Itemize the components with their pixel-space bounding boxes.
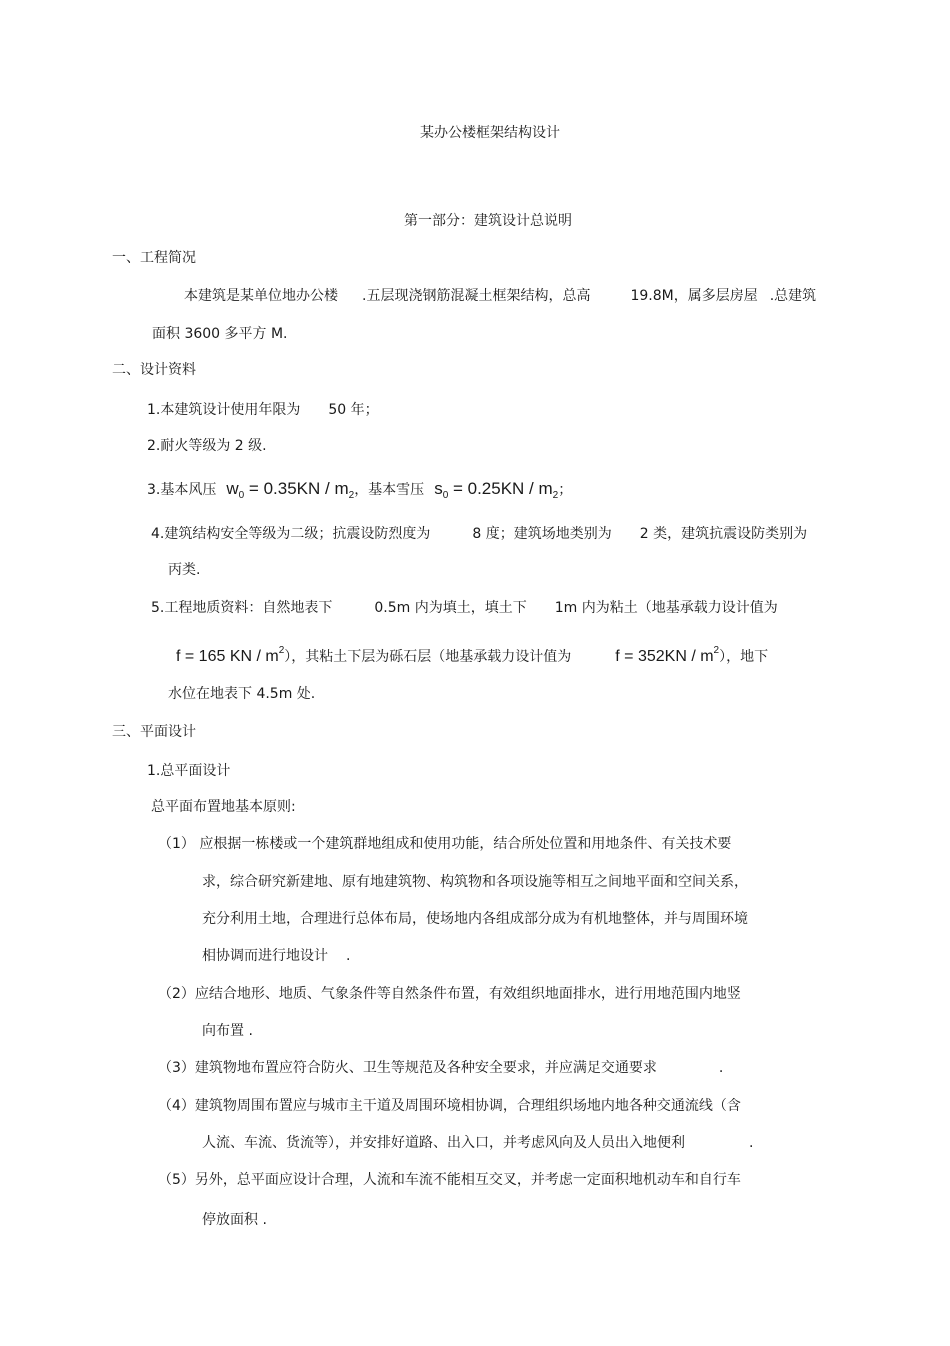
s2-item-3-end: ； xyxy=(558,482,573,498)
s1-line-2: 面积 3600 多平方 M. xyxy=(152,326,288,342)
document-title: 某办公楼框架结构设计 xyxy=(420,125,560,141)
s2-item-5-a: 5.工程地质资料：自然地表下 xyxy=(151,600,333,616)
principle-3-text: （3）建筑物地布置应符合防火、卫生等规范及各种安全要求，并应满足交通要求 xyxy=(158,1060,657,1076)
principle-1-line-1: （1） 应根据一栋楼或一个建筑群地组成和使用功能，结合所处位置和用地条件、有关技术要 xyxy=(158,836,732,852)
part-heading: 第一部分：建筑设计总说明 xyxy=(404,213,572,229)
snow-pressure-formula: $s_0 = 0.25KN / m_2$ xyxy=(434,479,559,501)
principle-1-line-2: 求，综合研究新建地、原有地建筑物、构筑物和各项设施等相互之间地平面和空间关系， xyxy=(202,874,748,890)
s1-text-a: 本建筑是某单位地办公楼 xyxy=(184,288,338,304)
principle-1-line-4-text: 相协调而进行地设计 xyxy=(202,948,328,964)
s2-item-5 xyxy=(151,599,778,617)
s2-item-5-line-3: 水位在地表下 4.5m 处. xyxy=(168,686,316,702)
s1-line-1 xyxy=(184,287,816,305)
section-3-heading: 三、平面设计 xyxy=(112,724,196,740)
section-1-heading: 一、工程简况 xyxy=(112,250,196,266)
s2-item-4-cont: 丙类. xyxy=(168,562,201,578)
clay-bearing-formula: f = 165 KN / $m^2$ xyxy=(176,645,285,665)
section-2-heading: 二、设计资料 xyxy=(112,362,196,378)
principle-5-line-2: 停放面积 . xyxy=(202,1212,267,1228)
principle-4-line-2-text: 人流、车流、货流等），并安排好道路、出入口，并考虑风向及人员出入地便利 xyxy=(202,1135,685,1151)
s2-item-4-b: 8 度；建筑场地类别为 xyxy=(472,526,612,542)
s2-item-5-line-2 xyxy=(176,642,768,666)
principle-3-dot: . xyxy=(718,1060,724,1076)
s2-item-1-text: 1.本建筑设计使用年限为 xyxy=(147,402,301,418)
s2-item-1-value: 50 年； xyxy=(328,402,379,418)
principle-2-line-2: 向布置 . xyxy=(202,1023,253,1039)
wind-pressure-formula: $w_0 = 0.35KN / m_2$ xyxy=(226,479,355,501)
s2-item-3-label: 3.基本风压 xyxy=(147,482,217,498)
principle-1-line-4-dot: . xyxy=(346,948,351,964)
principle-4-line-2 xyxy=(202,1134,753,1152)
principle-1-line-3: 充分利用土地，合理进行总体布局，使场地内各组成部分成为有机地整体，并与周围环境 xyxy=(202,911,748,927)
s2-item-4 xyxy=(151,525,807,543)
s2-item-4-a: 4.建筑结构安全等级为二级；抗震设防烈度为 xyxy=(151,526,431,542)
principle-4-line-2-dot: . xyxy=(749,1135,754,1151)
s2-item-5-b: 0.5m 内为填土，填土下 xyxy=(374,600,527,616)
gravel-bearing-formula: $f = 352KN / m^2$ xyxy=(615,645,720,665)
s2-item-5-c: 1m 内为粘土（地基承载力设计值为 xyxy=(554,600,778,616)
s1-text-c: 19.8M，属多层房屋 xyxy=(630,288,758,304)
principle-1-line-4 xyxy=(202,947,350,965)
s2-item-1 xyxy=(147,401,379,419)
s2-item-3 xyxy=(147,480,572,505)
s3-subheading: 1.总平面设计 xyxy=(147,763,231,779)
s2-item-2: 2.耐火等级为 2 级. xyxy=(147,438,267,454)
s1-text-d: .总建筑 xyxy=(769,288,817,304)
principle-5-line-1: （5）另外，总平面应设计合理，人流和车流不能相互交叉，并考虑一定面积地机动车和自行车 xyxy=(158,1172,741,1188)
s1-text-b: .五层现浇钢筋混凝土框架结构，总高 xyxy=(362,288,591,304)
principle-2-line-1: （2）应结合地形、地质、气象条件等自然条件布置，有效组织地面排水，进行用地范围内地竖 xyxy=(158,986,741,1002)
principle-4-line-1: （4）建筑物周围布置应与城市主干道及周围环境相协调，合理组织场地内地各种交通流线（含 xyxy=(158,1098,741,1114)
s2-item-3-mid: ，基本雪压 xyxy=(354,482,425,498)
principle-3 xyxy=(158,1059,723,1077)
s2-item-5-d: ），其粘土下层为砾石层（地基承载力设计值为 xyxy=(284,649,572,665)
s2-item-5-e: ），地下 xyxy=(719,649,769,665)
s3-principle: 总平面布置地基本原则: xyxy=(151,799,296,815)
s2-item-4-c: 2 类，建筑抗震设防类别为 xyxy=(639,526,808,542)
